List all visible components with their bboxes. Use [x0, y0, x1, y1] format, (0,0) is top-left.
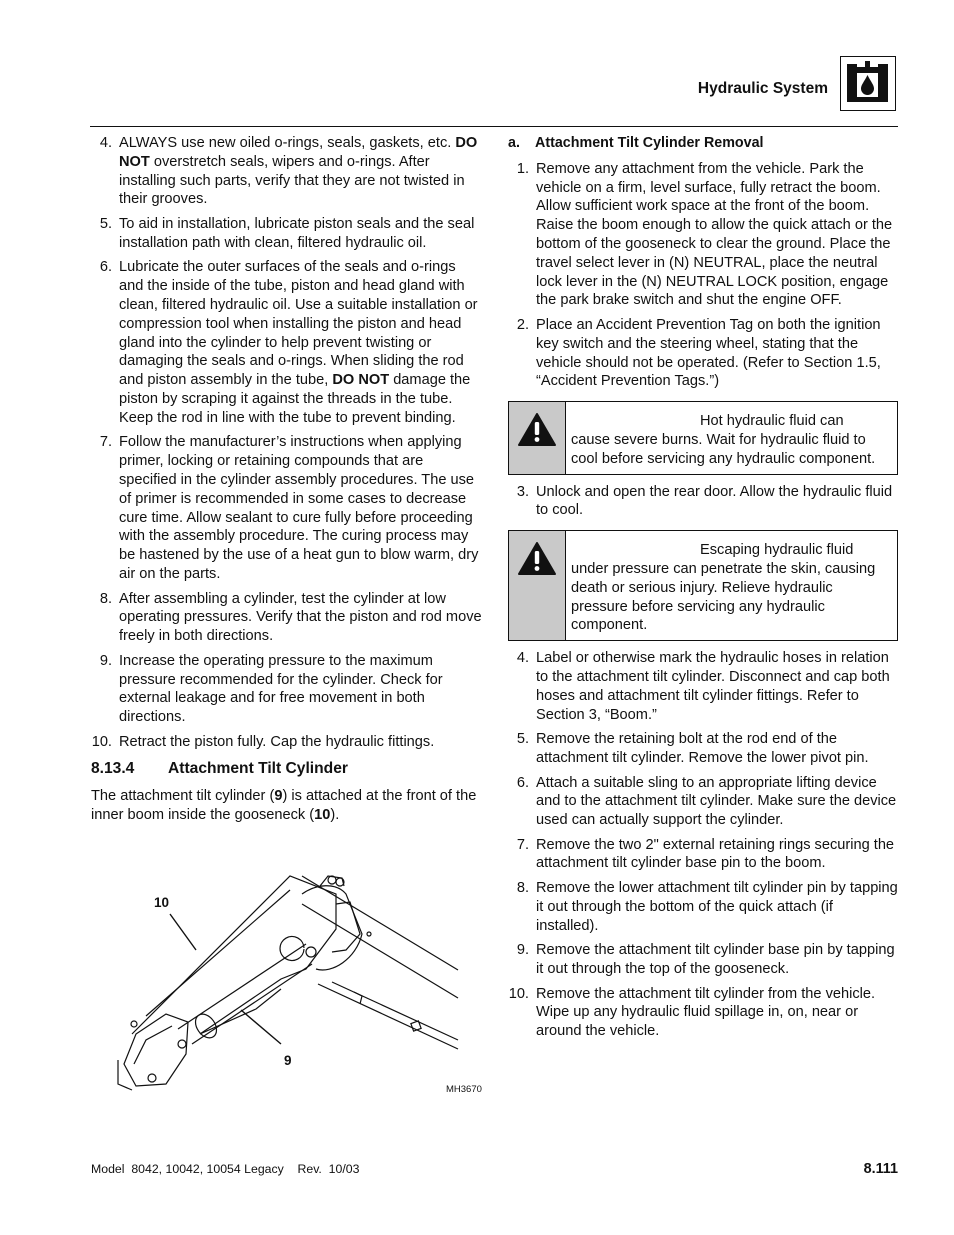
warning-box-hot-fluid [508, 401, 898, 474]
step-number: 4. [99, 135, 112, 151]
step-text: Attach a suitable sling to an appropriate lifting device and to the attachment tilt cylinder. Make sure the device used can actually support the cylinder. [536, 774, 897, 829]
step-text: Increase the operating pressure to the maximum pressure recommended for the cylinder. Check for external leakage and for free movement in both directions. [119, 652, 443, 726]
step-item [508, 160, 898, 310]
step-text: After assembling a cylinder, test the cylinder at low operating pressures. Verify that the piston and rod move freely in both directions. [119, 590, 482, 645]
step-number: 8. [99, 590, 112, 607]
step-text: Remove any attachment from the vehicle. Park the vehicle on a firm, level surface, fully retract the boom. Allow sufficient work space at the front of the boom. Raise the boom enough to allow the quick attach or the bottom of the gooseneck to clear the ground. Place the travel select lever in (N) NEUTRAL, place the neutral lock lever in the (N) NEUTRAL LOCK position, engage the park brake switch and shut the engine OFF. [536, 160, 893, 309]
warning-triangle-icon [517, 541, 557, 577]
callout-10: 10 [154, 895, 170, 910]
warning-lead: Hot hydraulic fluid can [700, 413, 844, 430]
step-number: 5. [99, 215, 112, 232]
step-item [508, 316, 898, 391]
step-number: 7. [99, 434, 112, 451]
section-heading [91, 760, 483, 779]
step-item [91, 733, 483, 752]
subsection-heading [508, 134, 898, 153]
step-text: Lubricate the outer surfaces of the seals and o-rings and the inside of the tube, piston and head gland with clean, filtered hydraulic oil. Use a suitable installation or compression tool when installing the piston and head gland into the cylinder to help prevent twisting or damaging the seals and o-rings. When sliding the rod and piston assembly in the tube, DO NOT damage the piston by scraping it against the threads in the tube. Keep the rod in line with the tube to prevent binding. [119, 259, 478, 426]
step-item [91, 433, 483, 583]
step-text: Remove the retaining bolt at the rod end of the attachment tilt cylinder. Remove the lower pivot pin. [536, 731, 869, 766]
step-number: 5. [516, 731, 529, 748]
step-item [508, 649, 898, 724]
warning-lead: Escaping hydraulic fluid [700, 542, 854, 559]
step-number: 6. [99, 259, 112, 276]
warning-text [566, 531, 897, 640]
step-item [91, 652, 483, 727]
step-text: Remove the lower attachment tilt cylinder pin by tapping it out through the bottom of the quick attach (if installed). [536, 880, 898, 934]
hydraulic-system-icon [840, 56, 896, 111]
step-number: 10. [91, 733, 112, 750]
page-number: 8.111 [863, 1161, 898, 1177]
section-number: 8.13.4 [91, 760, 135, 778]
removal-steps-1 [508, 160, 898, 391]
right-column [508, 134, 898, 1047]
warning-body: under pressure can penetrate the skin, causing death or serious injury. Relieve hydraulic pressure before servicing any hydraulic component. [571, 560, 876, 634]
step-number: 9. [99, 652, 112, 669]
warning-text [566, 402, 897, 473]
step-text: Follow the manufacturer’s instructions when applying primer, locking or retaining compounds that are specified in the cylinder assembly procedures. The use of primer is recommended in some cases to decrease cure time. Allow sealant to cure fully before proceeding with the assembly procedure. The curing process may be hastened by the use of a heat gun to blow warm, dry air on the parts. [119, 434, 479, 582]
warning-sidebar [509, 531, 566, 640]
step-item [508, 879, 898, 935]
step-text: Remove the two 2" external retaining rings securing the attachment tilt cylinder base pin to the boom. [536, 836, 895, 872]
step-number: 2. [516, 316, 529, 333]
step-number: 7. [516, 836, 529, 853]
removal-steps-3 [508, 649, 898, 1041]
step-item [91, 134, 483, 209]
step-item [508, 941, 898, 979]
step-item [91, 215, 483, 253]
step-number: 8. [516, 880, 529, 897]
tilt-cylinder-illustration [106, 864, 496, 1104]
step-number: 1. [516, 160, 529, 177]
step-number: 10. [508, 985, 529, 1002]
step-text: Place an Accident Prevention Tag on both the ignition key switch and the steering wheel, stating that the vehicle should not be operated. (Refer to Section 1.5, “Accident Prevention Tags.”) [536, 316, 881, 390]
step-text: Remove the attachment tilt cylinder base pin by tapping it out through the top of the gooseneck. [536, 942, 895, 978]
section-title: Attachment Tilt Cylinder [168, 760, 348, 778]
intro-paragraph: The attachment tilt cylinder (9) is attached at the front of the inner boom inside the gooseneck (10). [91, 788, 477, 824]
warning-body: cause severe burns. Wait for hydraulic fluid to cool before servicing any hydraulic component. [571, 431, 876, 467]
step-text: ALWAYS use new oiled o-rings, seals, gaskets, etc. DO NOT overstretch seals, wipers and o-rings. After installing such parts, verify that they are not twisted in their grooves. [119, 135, 478, 208]
step-item [91, 258, 483, 427]
removal-steps-2 [508, 483, 898, 521]
step-number: 9. [516, 942, 529, 959]
step-text: Retract the piston fully. Cap the hydraulic fittings. [119, 733, 435, 750]
warning-box-pressure [508, 530, 898, 641]
step-number: 3. [516, 483, 529, 500]
callout-9: 9 [284, 1053, 292, 1068]
step-text: Label or otherwise mark the hydraulic hoses in relation to the attachment tilt cylinder. Disconnect and cap both hoses and attachment tilt cylinder fittings. Refer to Section 3, “Boom.” [536, 650, 890, 723]
step-item [91, 590, 483, 646]
step-item [508, 774, 898, 830]
figure-code: MH3670 [446, 1084, 482, 1095]
warning-sidebar [509, 402, 566, 473]
warning-triangle-icon [517, 412, 557, 448]
step-number: 4. [516, 650, 529, 667]
header-rule [90, 126, 898, 127]
left-column [91, 134, 483, 825]
step-text: Unlock and open the rear door. Allow the hydraulic fluid to cool. [536, 483, 893, 519]
subsection-letter: a. [508, 135, 520, 151]
subsection-title: Attachment Tilt Cylinder Removal [535, 135, 764, 151]
step-item [508, 483, 898, 521]
section-header-title: Hydraulic System [697, 80, 828, 97]
left-step-list [91, 134, 483, 751]
step-text: To aid in installation, lubricate piston seals and the seal installation path with clean, filtered hydraulic oil. [119, 215, 475, 251]
step-item [508, 730, 898, 768]
step-item [508, 836, 898, 874]
step-item [508, 985, 898, 1041]
step-text: Remove the attachment tilt cylinder from the vehicle. Wipe up any hydraulic fluid spillage in, on, near or around the vehicle. [536, 985, 876, 1040]
step-number: 6. [516, 774, 529, 791]
footer-model-info: Model 8042, 10042, 10054 Legacy Rev. 10/03 [91, 1162, 360, 1176]
